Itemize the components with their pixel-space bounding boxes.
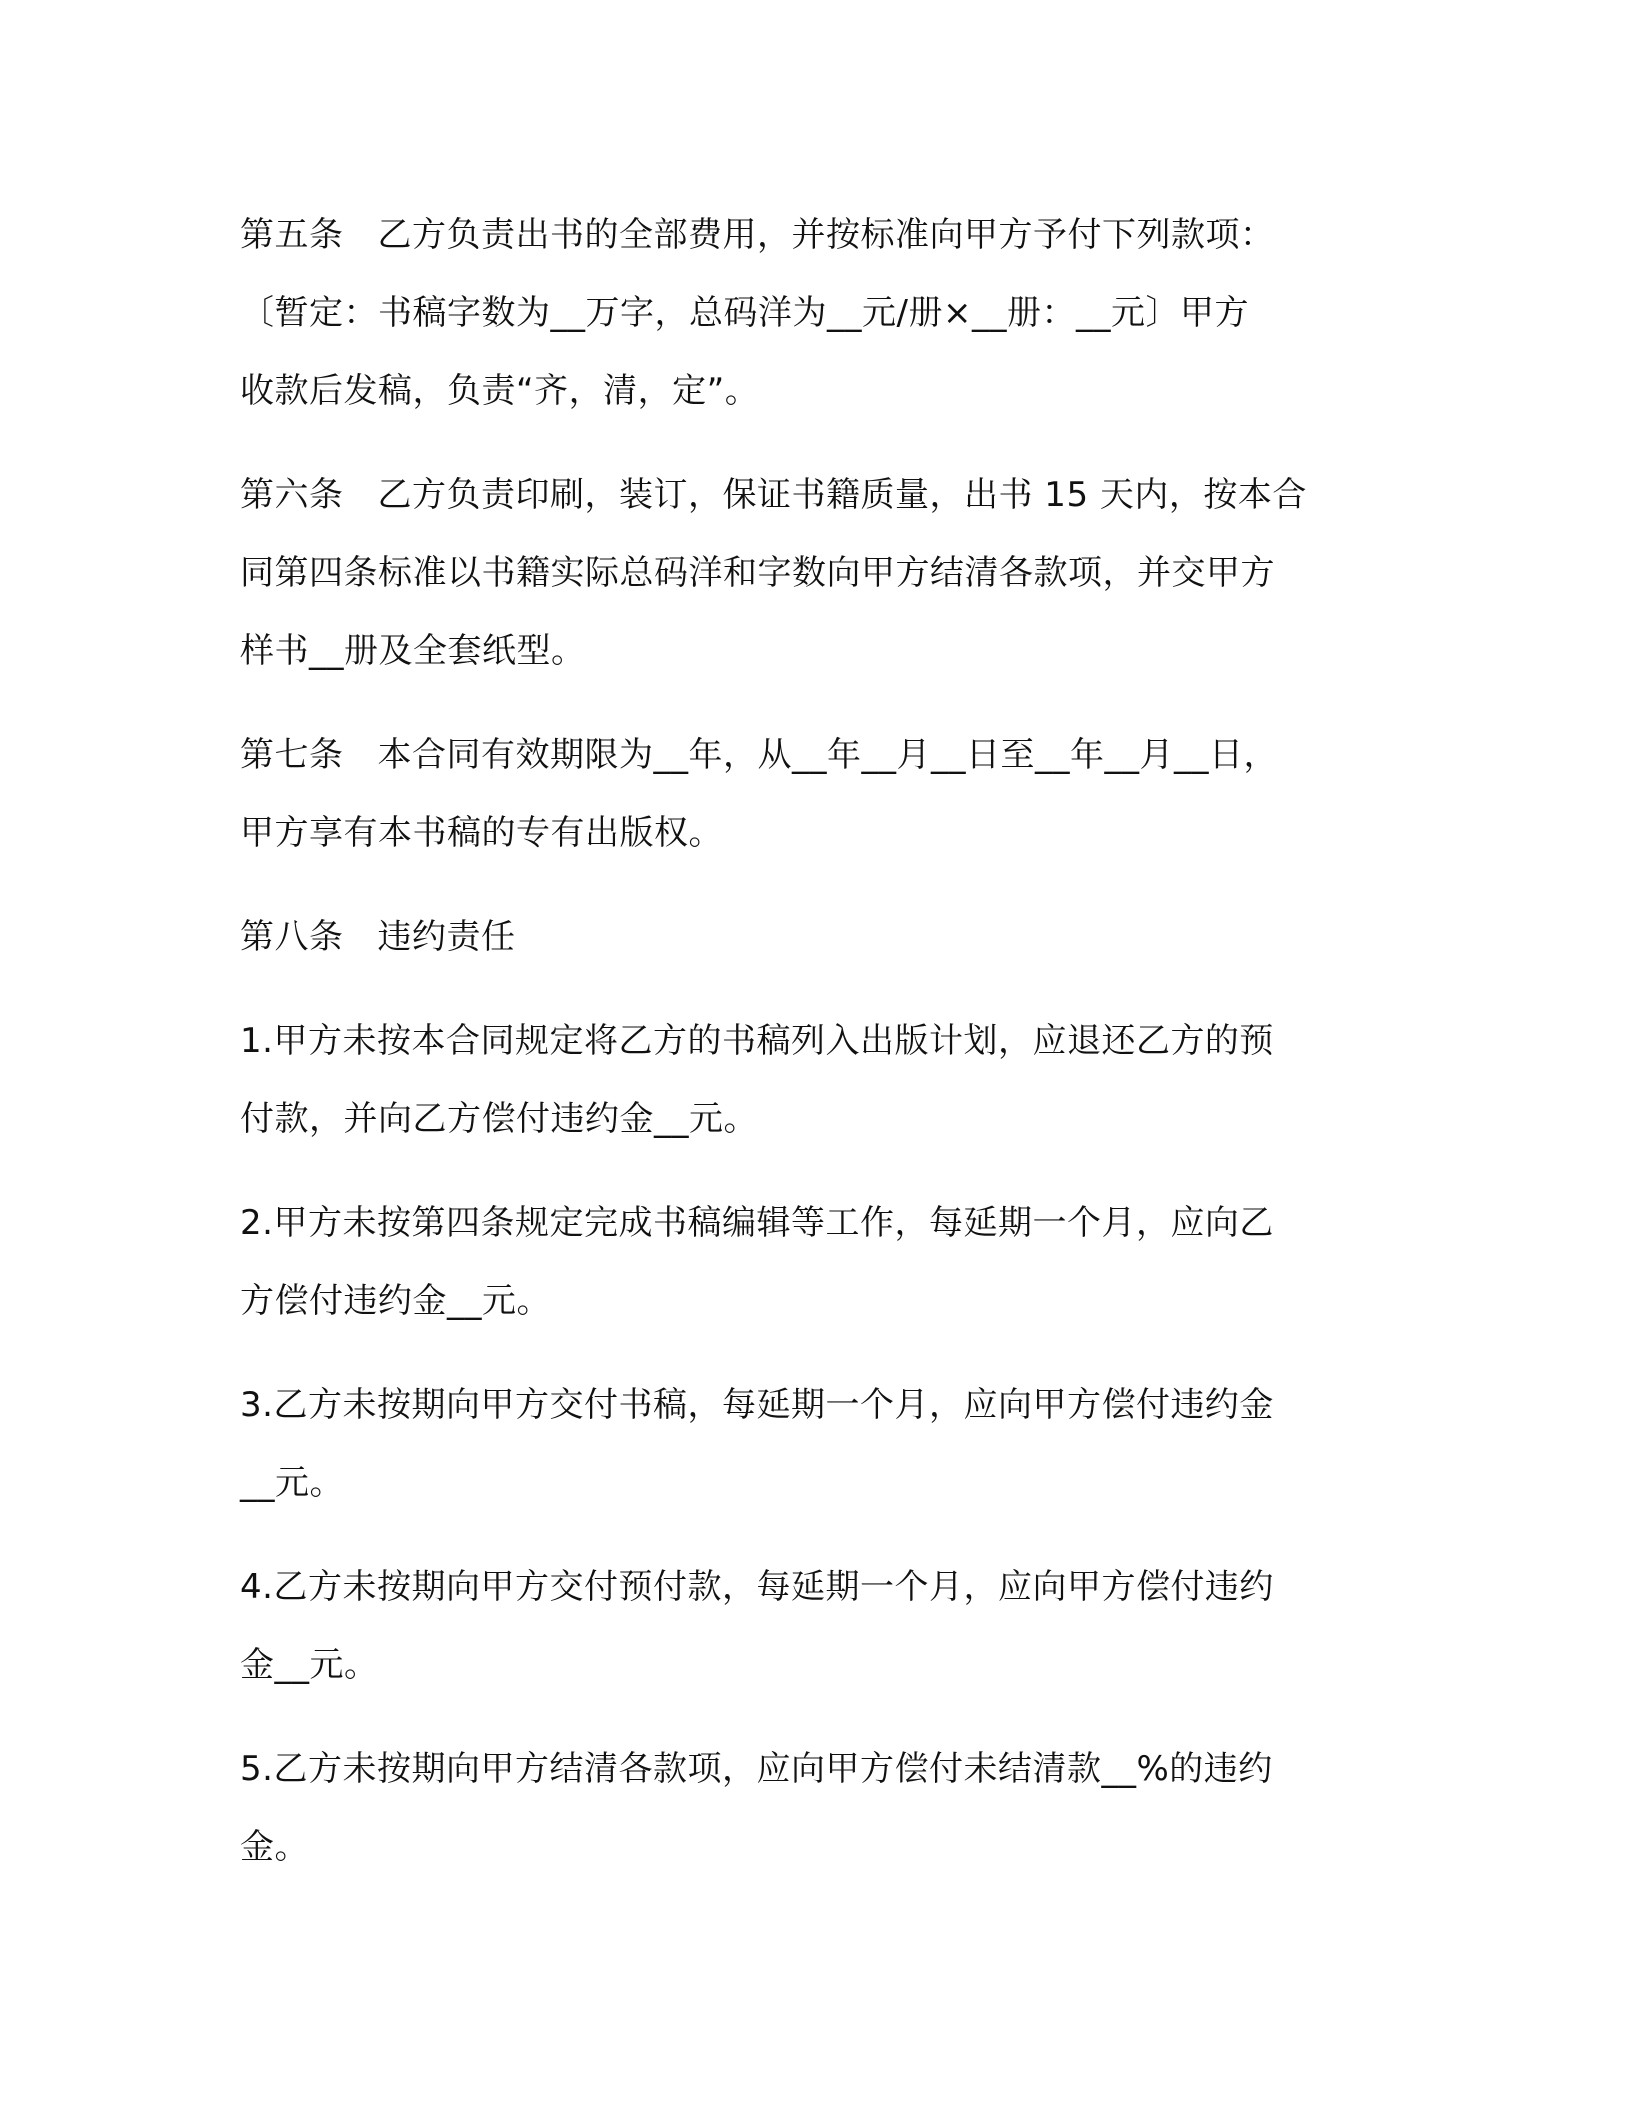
liability-item-5-line-2: 金。 [240,1827,309,1867]
liability-item-2-line-2: 方偿付违约金__元。 [240,1281,551,1321]
clause-text: 本合同有效期限为__年，从__年__月__日至__年__月__日， [377,735,1278,775]
clause-text: 乙方负责印刷，装订，保证书籍质量，出书 15 天内，按本合 [377,475,1307,515]
clause-8-line-1 [240,898,1400,976]
clause-text: 违约责任 [377,917,516,957]
clause-label: 第五条 [240,215,344,255]
liability-item-5 [240,1730,1400,1886]
clause-label: 第八条 [240,917,344,957]
liability-item-2 [240,1184,1400,1340]
liability-item-3-line-1: 3.乙方未按期向甲方交付书稿，每延期一个月，应向甲方偿付违约金 [240,1385,1274,1425]
clause-text: 乙方负责出书的全部费用，并按标准向甲方予付下列款项： [377,215,1275,255]
liability-item-4 [240,1548,1400,1704]
clause-5-line-1 [240,196,1400,274]
liability-item-4-line-2: 金__元。 [240,1645,379,1685]
clause-5-line-2: 〔暂定：书稿字数为__万字，总码洋为__元/册×__册：__元〕甲方 [240,293,1249,333]
clause-5-line-3: 收款后发稿，负责“齐，清，定”。 [240,371,760,411]
liability-item-2-line-1: 2.甲方未按第四条规定完成书稿编辑等工作，每延期一个月，应向乙 [240,1203,1274,1243]
document-page [240,196,1400,1912]
clause-7-line-2: 甲方享有本书稿的专有出版权。 [240,813,723,853]
liability-item-3-line-2: __元。 [240,1463,344,1503]
clause-7 [240,716,1400,872]
liability-item-3 [240,1366,1400,1522]
clause-6 [240,456,1400,690]
liability-item-4-line-1: 4.乙方未按期向甲方交付预付款，每延期一个月，应向甲方偿付违约 [240,1567,1274,1607]
liability-item-1-line-2: 付款，并向乙方偿付违约金__元。 [240,1099,758,1139]
liability-item-1 [240,1002,1400,1158]
clause-6-line-1 [240,456,1400,534]
clause-7-line-1 [240,716,1400,794]
clause-label: 第七条 [240,735,344,775]
clause-label: 第六条 [240,475,344,515]
clause-6-line-2: 同第四条标准以书籍实际总码洋和字数向甲方结清各款项，并交甲方 [240,553,1275,593]
clause-6-line-3: 样书__册及全套纸型。 [240,631,586,671]
liability-item-5-line-1: 5.乙方未按期向甲方结清各款项，应向甲方偿付未结清款__%的违约 [240,1749,1273,1789]
liability-item-1-line-1: 1.甲方未按本合同规定将乙方的书稿列入出版计划，应退还乙方的预 [240,1021,1274,1061]
clause-5 [240,196,1400,430]
clause-8 [240,898,1400,976]
